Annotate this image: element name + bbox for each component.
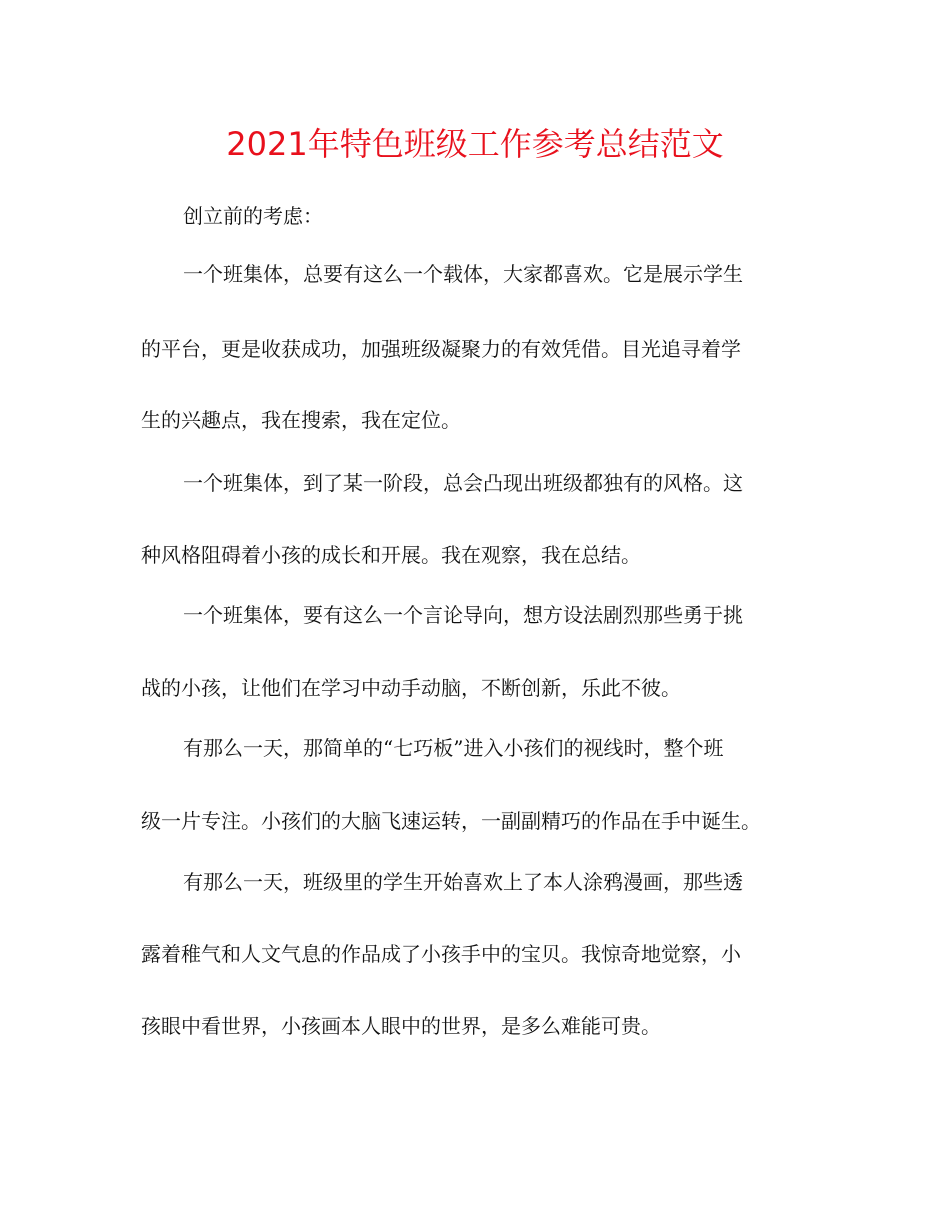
body-line: 的平台，更是收获成功，加强班级凝聚力的有效凭借。目光追寻着学 (141, 337, 741, 361)
body-line: 露着稚气和人文气息的作品成了小孩手中的宝贝。我惊奇地觉察，小 (141, 942, 741, 966)
body-line: 创立前的考虑： (183, 204, 323, 228)
body-line: 生的兴趣点，我在搜索，我在定位。 (141, 408, 461, 432)
body-line: 一个班集体，要有这么一个言论导向，想方设法剧烈那些勇于挑 (183, 603, 743, 627)
body-line: 种风格阻碍着小孩的成长和开展。我在观察，我在总结。 (141, 543, 641, 567)
body-line: 级一片专注。小孩们的大脑飞速运转，一副副精巧的作品在手中诞生。 (141, 809, 761, 833)
body-line: 一个班集体，总要有这么一个载体，大家都喜欢。它是展示学生 (183, 262, 743, 286)
body-line: 一个班集体，到了某一阶段，总会凸现出班级都独有的风格。这 (183, 471, 743, 495)
body-line: 有那么一天，那简单的“七巧板”进入小孩们的视线时，整个班 (183, 736, 724, 760)
body-line: 战的小孩，让他们在学习中动手动脑，不断创新，乐此不彼。 (141, 676, 681, 700)
document-title: 2021年特色班级工作参考总结范文 (226, 125, 724, 163)
body-line: 有那么一天，班级里的学生开始喜欢上了本人涂鸦漫画，那些透 (183, 870, 743, 894)
body-line: 孩眼中看世界，小孩画本人眼中的世界，是多么难能可贵。 (141, 1014, 661, 1038)
